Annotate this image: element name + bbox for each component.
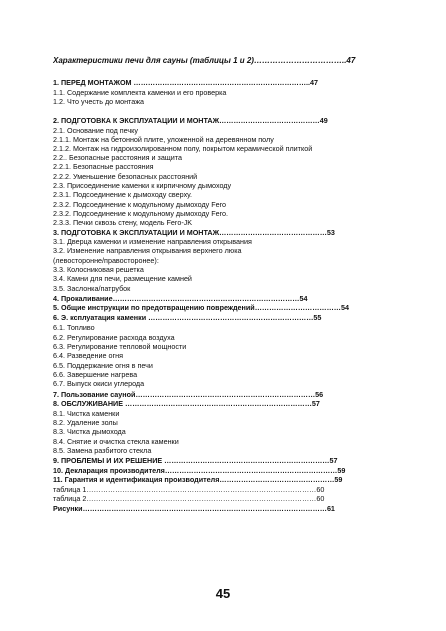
toc-entry: 3.3. Колосниковая решетка <box>53 265 144 274</box>
toc-entry: таблица 2……………………………………………………………………………………60 <box>53 494 325 503</box>
toc-entry: 6.7. Выпуск окиси углерода <box>53 379 145 388</box>
toc-entry: 6.4. Разведение огня <box>53 351 123 360</box>
toc-entry: 8.2. Удаление золы <box>53 418 118 427</box>
toc-entry: 2.1. Основание под печку <box>53 126 138 135</box>
toc-entry: 9. ПРОБЛЕМЫ И ИХ РЕШЕНИЕ ……………………………………………………………57 <box>53 456 338 465</box>
toc-entry: 1. ПЕРЕД МОНТАЖОМ ………………………………………………………………..47 <box>53 78 319 87</box>
toc-entry: 1.1. Содержание комплекта каменки и его проверка <box>53 88 227 97</box>
toc-entry: 8.4. Снятие и очистка стекла каменки <box>53 437 179 446</box>
toc-entry: таблица 1……………………………………………………………………………………60 <box>53 485 325 494</box>
toc-entry: 8. ОБСЛУЖИВАНИЕ ……………………………………………………………………57 <box>53 399 320 408</box>
page-number: 45 <box>215 586 231 601</box>
toc-entry: 7. Пользование сауной…………………………………………………………………56 <box>53 390 324 399</box>
toc-entry: 2.1.2. Монтаж на гидроизолированном полу, покрытом керамической плиткой <box>53 144 313 153</box>
toc-entry: (левосторонне/правосторонее): <box>53 256 159 265</box>
toc-entry: 11. Гарантия и идентификация производителя…………………………………………59 <box>53 475 343 484</box>
toc-entry: 2.1.1. Монтаж на бетонной плите, уложенной на деревянном полу <box>53 135 274 144</box>
toc-entry: Характеристики печи для сауны (таблицы 1 и 2)……………………………..47 <box>53 56 356 65</box>
toc-entry: 3.4. Камни для печи, размещение камней <box>53 274 192 283</box>
toc-entry: 8.3. Чистка дымохода <box>53 427 126 436</box>
toc-entry: 8.5. Замена разбитого стекла <box>53 446 152 455</box>
toc-entry: 6.2. Регулирование расхода воздуха <box>53 333 175 342</box>
toc-entry: 2.2.. Безопасные расстояния и защита <box>53 153 182 162</box>
toc-entry: 6.3. Регулирование тепловой мощности <box>53 342 187 351</box>
toc-entry: 3.2. Изменение направления открывания верхнего люка <box>53 246 242 255</box>
toc-entry: 5. Общие инструкции по предотвращению повреждений………………………………54 <box>53 303 349 312</box>
toc-entry: 2.3.3. Печки сквозь стену, модель Fero-JK <box>53 218 193 227</box>
toc-entry: 2.3.2. Подсоединение к модульному дымоходу Fero. <box>53 209 229 218</box>
toc-entry: 1.2. Что учесть до монтажа <box>53 97 145 106</box>
toc-entry: 3. ПОДГОТОВКА К ЭКСПЛУАТАЦИИ И МОНТАЖ………………………………………53 <box>53 228 335 237</box>
toc-entry: 6. Э. ксплуатация каменки ……………………………………………………………55 <box>53 313 322 322</box>
toc-entry: 2.2.2. Уменьшение безопасных расстояний <box>53 172 198 181</box>
toc-entry: 2.3.2. Подсоединение к модульному дымоходу Fero <box>53 200 227 209</box>
toc-entry: 2.3. Присоединение каменки к кирпичному дымоходу <box>53 181 232 190</box>
toc-entry: 2.2.1. Безопасные расстояния <box>53 162 154 171</box>
toc-entry: Рисунки…………………………………………………………………………………………61 <box>53 504 335 513</box>
toc-entry: 3.5. Заслонка/патрубок <box>53 284 131 293</box>
toc-entry: 8.1. Чистка каменки <box>53 409 120 418</box>
toc-entry: 6.5. Поддержание огня в печи <box>53 361 153 370</box>
toc-entry: 2.3.1. Подсоединение к дымоходу сверху. <box>53 190 193 199</box>
toc-entry: 4. Прокаливание……………………………………………………………………54 <box>53 294 308 303</box>
toc-entry: 2. ПОДГОТОВКА К ЭКСПЛУАТАЦИИ И МОНТАЖ……………………………………49 <box>53 116 328 125</box>
toc-entry: 3.1. Дверца каменки и изменение направления открывания <box>53 237 252 246</box>
toc-entry: 6.1. Топливо <box>53 323 95 332</box>
toc-entry: 10. Декларация производителя………………………………………………………………59 <box>53 466 346 475</box>
toc-entry: 6.6. Завершение нагрева <box>53 370 138 379</box>
